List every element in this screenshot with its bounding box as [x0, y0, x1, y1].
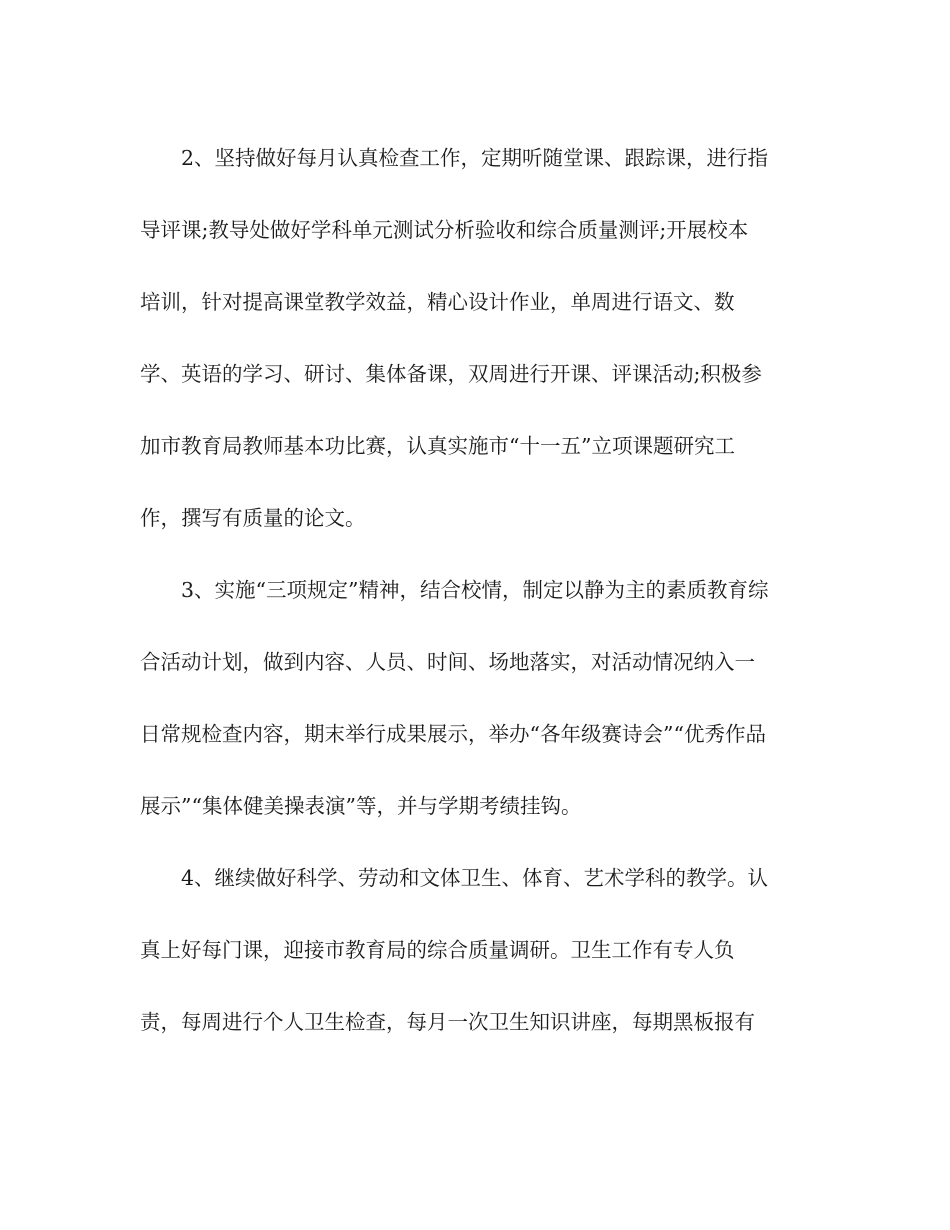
paragraph-line: 导评课;教导处做好学科单元测试分析验收和综合质量测评;开展校本 [140, 218, 749, 242]
paragraph-line: 责，每周进行个人卫生检查，每月一次卫生知识讲座，每期黑板报有 [140, 1010, 755, 1034]
paragraph-line: 培训，针对提高课堂教学效益，精心设计作业，单周进行语文、数 [140, 290, 735, 314]
paragraph-line: 2、坚持做好每月认真检查工作，定期听随堂课、跟踪课，进行指 [181, 146, 769, 170]
paragraph-line: 真上好每门课，迎接市教育局的综合质量调研。卫生工作有专人负 [140, 938, 735, 962]
paragraph-line: 作，撰写有质量的论文。 [140, 506, 366, 530]
paragraph-line: 加市教育局教师基本功比赛，认真实施市“十一五”立项课题研究工 [140, 434, 735, 458]
paragraph-line: 日常规检查内容，期末举行成果展示，举办“各年级赛诗会”“优秀作品 [140, 722, 766, 746]
paragraph-line: 学、英语的学习、研讨、集体备课，双周进行开课、评课活动;积极参 [140, 362, 762, 386]
paragraph-line: 展示”“集体健美操表演”等，并与学期考绩挂钩。 [140, 794, 582, 818]
paragraph-line: 4、继续做好科学、劳动和文体卫生、体育、艺术学科的教学。认 [181, 866, 769, 890]
paragraph-line: 合活动计划，做到内容、人员、时间、场地落实，对活动情况纳入一 [140, 650, 755, 674]
paragraph-line: 3、实施“三项规定”精神，结合校情，制定以静为主的素质教育综 [181, 578, 769, 602]
